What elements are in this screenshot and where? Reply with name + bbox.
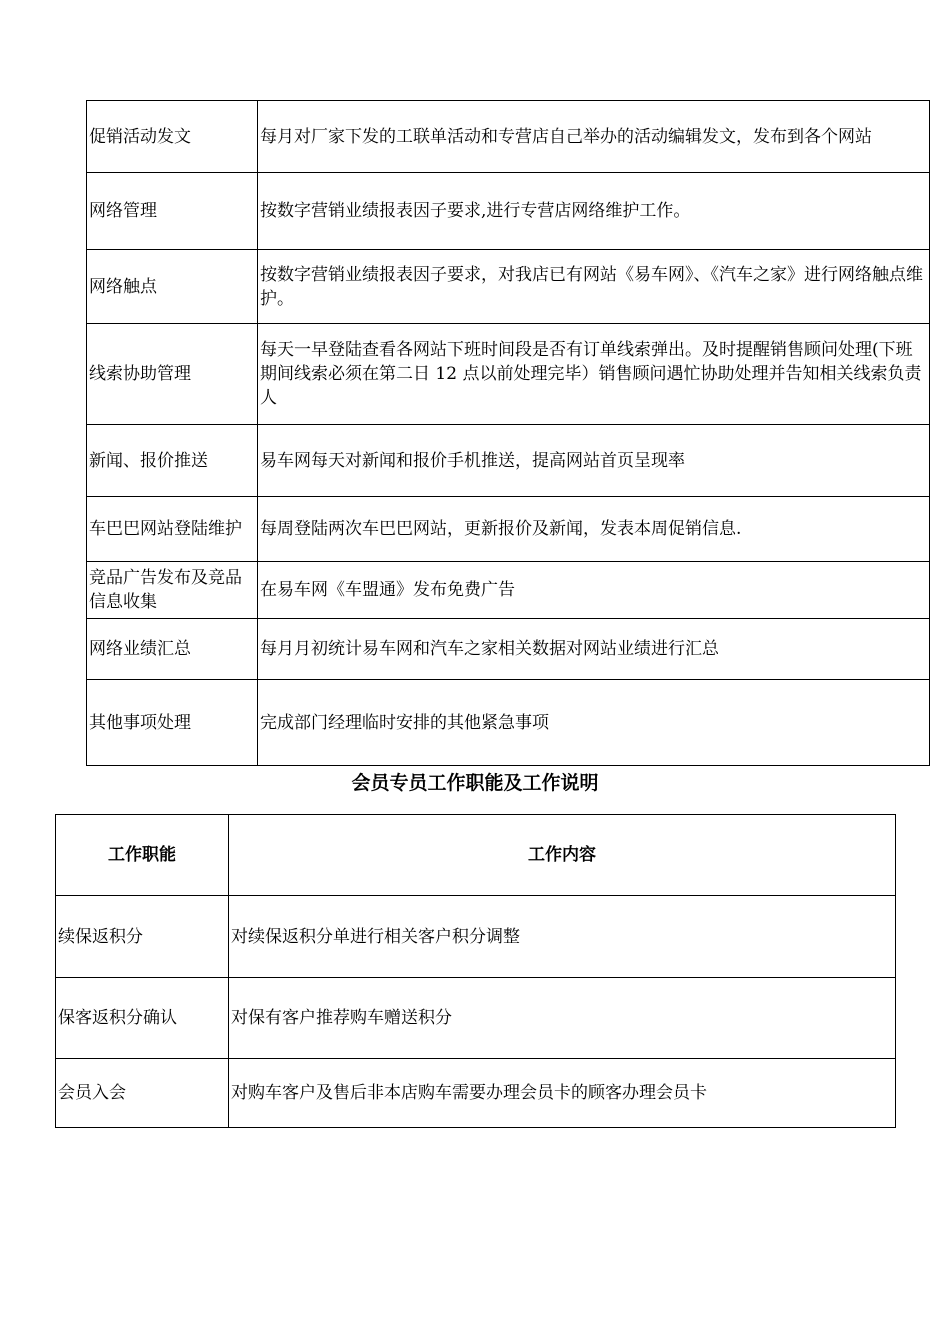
duty-cell: 网络业绩汇总 — [87, 619, 258, 680]
table-row — [87, 324, 930, 425]
header-duty: 工作职能 — [56, 815, 229, 896]
duty-cell: 线索协助管理 — [87, 324, 258, 425]
table-row — [56, 978, 896, 1059]
content-cell: 每天一早登陆查看各网站下班时间段是否有订单线索弹出。及时提醒销售顾问处理(下班期间线索必须在第二日 12 点以前处理完毕）销售顾问遇忙协助处理并告知相关线索负责人 — [258, 324, 930, 425]
duty-cell: 网络管理 — [87, 173, 258, 250]
duty-cell: 续保返积分 — [56, 896, 229, 978]
content-cell: 每月对厂家下发的工联单活动和专营店自己举办的活动编辑发文，发布到各个网站 — [258, 101, 930, 173]
duty-cell: 竞品广告发布及竞品信息收集 — [87, 562, 258, 619]
content-cell: 按数字营销业绩报表因子要求，对我店已有网站《易车网》、《汽车之家》进行网络触点维护。 — [258, 250, 930, 324]
table-row — [87, 619, 930, 680]
content-cell: 每月月初统计易车网和汽车之家相关数据对网站业绩进行汇总 — [258, 619, 930, 680]
content-cell: 对保有客户推荐购车赠送积分 — [229, 978, 896, 1059]
duty-cell: 保客返积分确认 — [56, 978, 229, 1059]
table-row — [87, 173, 930, 250]
network-duties-table — [86, 100, 930, 766]
table-row — [56, 896, 896, 978]
duty-cell: 新闻、报价推送 — [87, 425, 258, 497]
duty-cell: 会员入会 — [56, 1059, 229, 1128]
content-cell: 完成部门经理临时安排的其他紧急事项 — [258, 680, 930, 766]
section-title: 会员专员工作职能及工作说明 — [351, 772, 599, 794]
member-duties-table — [55, 814, 896, 1128]
table-row — [87, 101, 930, 173]
table-row — [87, 562, 930, 619]
content-cell: 按数字营销业绩报表因子要求,进行专营店网络维护工作。 — [258, 173, 930, 250]
content-cell: 每周登陆两次车巴巴网站，更新报价及新闻，发表本周促销信息. — [258, 497, 930, 562]
table-row — [87, 680, 930, 766]
table-row — [56, 1059, 896, 1128]
content-cell: 在易车网《车盟通》发布免费广告 — [258, 562, 930, 619]
header-content: 工作内容 — [229, 815, 896, 896]
content-cell: 对购车客户及售后非本店购车需要办理会员卡的顾客办理会员卡 — [229, 1059, 896, 1128]
table-row — [87, 497, 930, 562]
table-header-row — [56, 815, 896, 896]
content-cell: 对续保返积分单进行相关客户积分调整 — [229, 896, 896, 978]
duty-cell: 车巴巴网站登陆维护 — [87, 497, 258, 562]
duty-cell: 网络触点 — [87, 250, 258, 324]
content-cell: 易车网每天对新闻和报价手机推送，提高网站首页呈现率 — [258, 425, 930, 497]
table-row — [87, 250, 930, 324]
table-row — [87, 425, 930, 497]
duty-cell: 其他事项处理 — [87, 680, 258, 766]
duty-cell: 促销活动发文 — [87, 101, 258, 173]
